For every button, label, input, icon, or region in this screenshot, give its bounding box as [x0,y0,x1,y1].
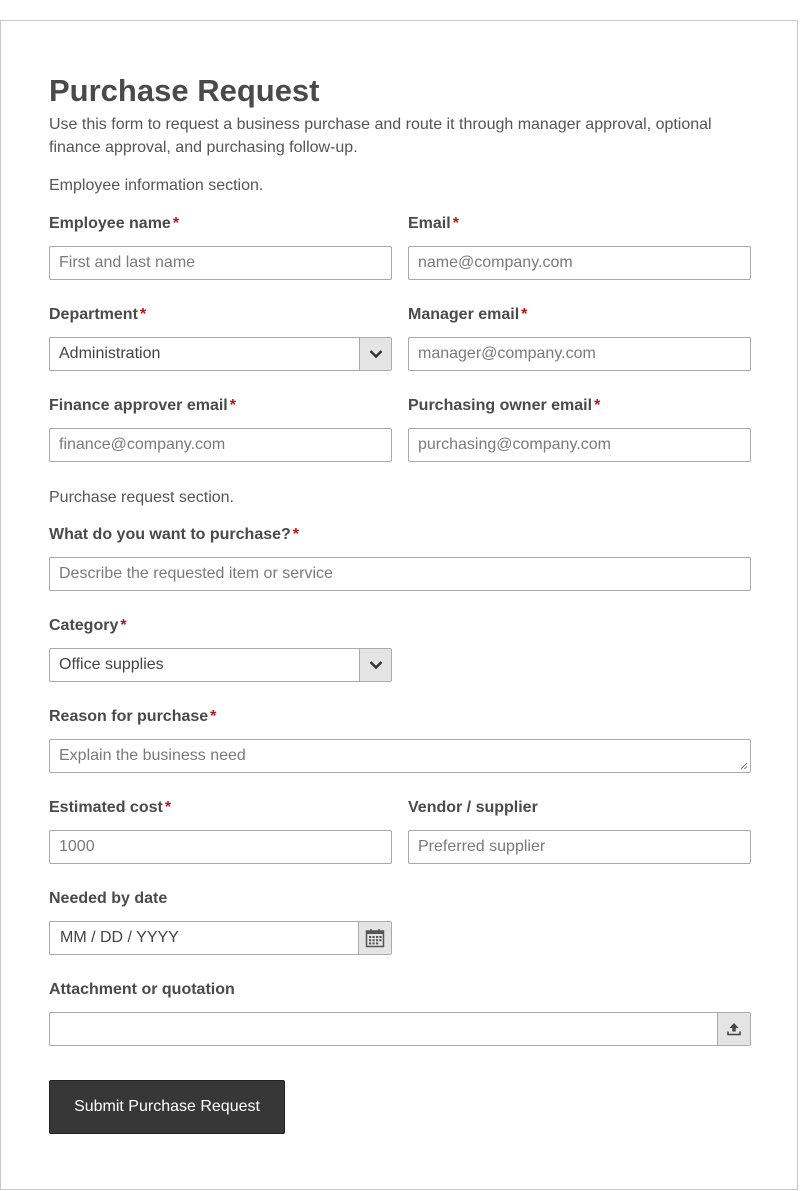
manager-email-input[interactable] [408,337,751,371]
chevron-down-icon[interactable] [359,649,391,681]
finance-email-label: Finance approver email * [49,397,236,414]
calendar-icon[interactable] [358,922,391,954]
required-marker: * [521,306,528,323]
chevron-down-icon[interactable] [359,338,391,370]
form-intro: Use this form to request a business purchase and route it through manager approval, optional finance approval, and purchasing follow-up. [49,116,712,156]
category-label: Category * [49,617,127,634]
finance-email-input[interactable] [49,428,392,462]
email-input[interactable] [408,246,751,280]
required-marker: * [120,617,127,634]
reason-textarea[interactable] [49,739,751,773]
resize-handle-icon[interactable] [740,762,748,770]
attachment-label: Attachment or quotation [49,981,235,998]
estimated-cost-input[interactable] [49,830,392,864]
required-marker: * [229,397,236,414]
vendor-label: Vendor / supplier [408,799,538,816]
estimated-cost-label: Estimated cost * [49,799,172,816]
purchase-section-heading: Purchase request section. [49,489,234,506]
reason-label: Reason for purchase * [49,708,217,725]
purchase-item-label: What do you want to purchase? * [49,526,300,543]
needed-by-label: Needed by date [49,890,168,907]
required-marker: * [452,215,459,232]
vendor-input[interactable] [408,830,751,864]
employee-section-heading: Employee information section. [49,177,264,194]
category-select[interactable] [49,648,392,682]
required-marker: * [139,306,147,323]
required-marker: * [292,526,300,543]
required-marker: * [210,708,217,725]
manager-email-label: Manager email * [408,306,528,323]
department-select[interactable] [49,337,392,371]
page-title: Purchase Request [49,73,320,108]
needed-by-date-input[interactable] [49,921,392,955]
required-marker: * [172,215,180,232]
submit-button[interactable]: Submit Purchase Request [49,1080,285,1134]
required-marker: * [164,799,172,816]
date-format-text: MM / DD / YYYY [60,929,179,946]
employee-name-label: Employee name * [49,215,180,232]
category-value: Office supplies [59,656,164,673]
required-marker: * [594,397,601,414]
department-value: Administration [59,345,161,362]
email-label: Email * [408,215,459,232]
purchase-item-input[interactable] [49,557,751,591]
purchasing-email-label: Purchasing owner email * [408,397,601,414]
attachment-file-input[interactable] [49,1012,751,1046]
purchasing-email-input[interactable] [408,428,751,462]
department-label: Department * [49,306,147,323]
employee-name-input[interactable] [49,246,392,280]
upload-icon[interactable] [717,1013,750,1045]
